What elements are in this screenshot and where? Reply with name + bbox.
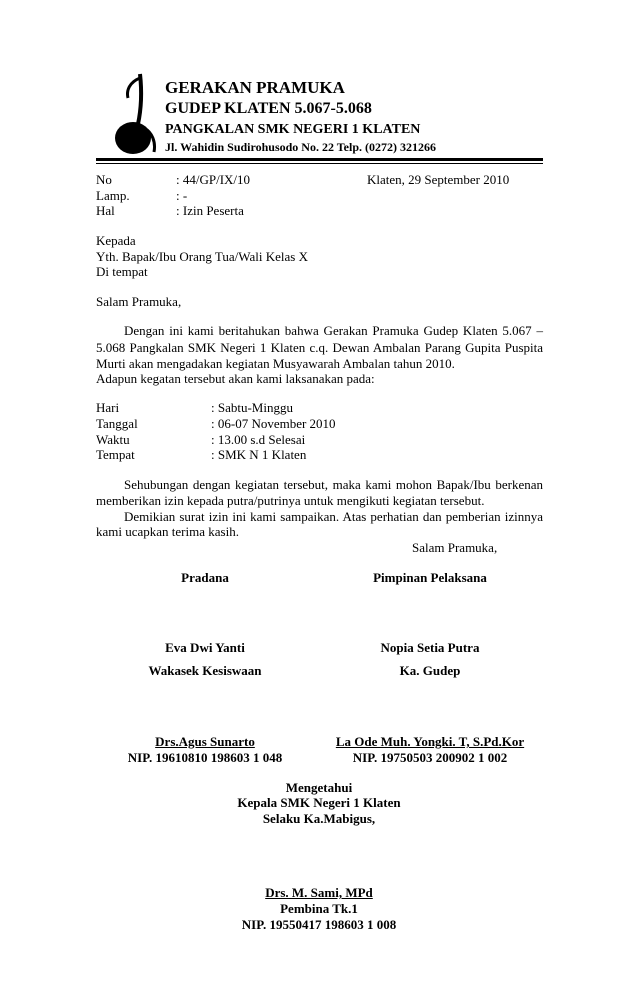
paragraph-4-line-2: kami ucapkan terima kasih.	[96, 524, 239, 539]
detail-label: Hari	[96, 400, 120, 415]
closing: Salam Pramuka,	[412, 540, 498, 555]
recipient-line3: Di tempat	[96, 264, 148, 279]
detail-value: : SMK N 1 Klaten	[211, 447, 307, 462]
left-signer-role: Wakasek Kesiswaan	[148, 663, 262, 678]
header-rule-thin	[96, 163, 543, 164]
paragraph-1-line-2: 5.068 Pangkalan SMK Negeri 1 Klaten c.q. Dewan Ambalan Parang Gupita Puspita	[96, 340, 543, 355]
headmaster-rank: Pembina Tk.1	[280, 901, 358, 916]
left-signer-name: Eva Dwi Yanti	[165, 640, 245, 655]
detail-value: : Sabtu-Minggu	[211, 400, 293, 415]
no-label: No	[96, 172, 112, 187]
left-signer-title: Pradana	[181, 570, 229, 585]
paragraph-1-line-1: Dengan ini kami beritahukan bahwa Gerakan Pramuka Gudep Klaten 5.067 –	[124, 323, 543, 338]
left-official-name: Drs.Agus Sunarto	[155, 734, 255, 749]
right-official-name: La Ode Muh. Yongki. T, S.Pd.Kor	[335, 734, 525, 749]
paragraph-2: Adapun kegatan tersebut akan kami laksanakan pada:	[96, 371, 375, 386]
header-rule-thick	[96, 158, 543, 161]
headmaster-nip: NIP. 19550417 198603 1 008	[241, 917, 397, 932]
no-value: : 44/GP/IX/10	[176, 172, 251, 187]
detail-value: : 13.00 s.d Selesai	[211, 432, 306, 447]
recipient-line1: Kepada	[96, 233, 136, 248]
paragraph-3-line-2: memberikan izin kepada putra/putrinya untuk mengikuti kegiatan tersebut.	[96, 493, 485, 508]
paragraph-4-line-1: Demikian surat izin ini kami sampaikan. Atas perhatian dan pemberian izinnya	[124, 509, 543, 524]
pramuka-logo-icon	[108, 72, 162, 160]
detail-value: : 06-07 November 2010	[211, 416, 336, 431]
org-name: GERAKAN PRAMUKA	[165, 78, 345, 97]
right-signer-title: Pimpinan Pelaksana	[373, 570, 487, 585]
paragraph-1-line-3: Murti akan mengadakan kegiatan Musyawarah Ambalan tahun 2010.	[96, 356, 455, 371]
acknowledge-line-2: Kepala SMK Negeri 1 Klaten	[237, 795, 401, 810]
left-official-nip: NIP. 19610810 198603 1 048	[127, 750, 283, 765]
recipient-line2: Yth. Bapak/Ibu Orang Tua/Wali Kelas X	[96, 249, 308, 264]
place-date: Klaten, 29 September 2010	[367, 172, 510, 187]
school-name: PANGKALAN SMK NEGERI 1 KLATEN	[165, 122, 421, 137]
hal-value: : Izin Peserta	[176, 203, 244, 218]
right-signer-name: Nopia Setia Putra	[380, 640, 480, 655]
detail-label: Tanggal	[96, 416, 138, 431]
school-address: Jl. Wahidin Sudirohusodo No. 22 Telp. (0272) 321266	[165, 140, 436, 154]
right-official-nip: NIP. 19750503 200902 1 002	[352, 750, 508, 765]
gudep-name: GUDEP KLATEN 5.067-5.068	[165, 100, 372, 117]
hal-label: Hal	[96, 203, 115, 218]
detail-label: Waktu	[96, 432, 130, 447]
lamp-label: Lamp.	[96, 188, 130, 203]
headmaster-name: Drs. M. Sami, MPd	[265, 885, 373, 900]
paragraph-3-line-1: Sehubungan dengan kegiatan tersebut, maka kami mohon Bapak/Ibu berkenan	[124, 477, 543, 492]
greeting: Salam Pramuka,	[96, 294, 182, 309]
detail-label: Tempat	[96, 447, 135, 462]
lamp-value: : -	[176, 188, 188, 203]
acknowledge-line-3: Selaku Ka.Mabigus,	[262, 811, 376, 826]
acknowledge-line-1: Mengetahui	[285, 780, 353, 795]
right-signer-role: Ka. Gudep	[399, 663, 461, 678]
